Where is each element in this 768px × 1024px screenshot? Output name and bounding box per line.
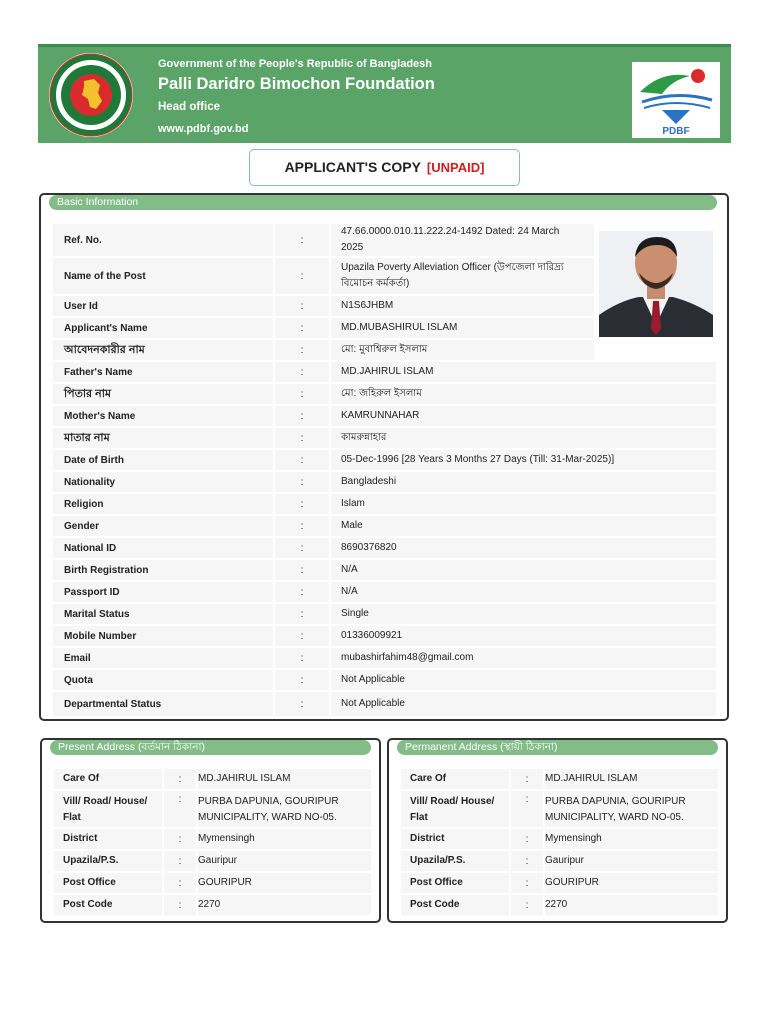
info-value: KAMRUNNAHAR (330, 405, 717, 427)
address-row (400, 894, 719, 916)
address-row (400, 768, 719, 790)
address-row (400, 850, 719, 872)
info-row (52, 339, 717, 361)
address-value: Gauripur (197, 850, 372, 872)
address-value: GOURIPUR (197, 872, 372, 894)
address-label: Care Of (400, 768, 510, 790)
info-separator: : (274, 427, 330, 449)
info-value: MD.JAHIRUL ISLAM (330, 361, 717, 383)
info-separator: : (274, 537, 330, 559)
info-separator: : (274, 361, 330, 383)
info-separator: : (274, 691, 330, 717)
info-separator: : (274, 295, 330, 317)
info-label: Birth Registration (52, 559, 274, 581)
permanent-address-heading: Permanent Address (স্থায়ী ঠিকানা) (397, 740, 718, 755)
address-label: Care Of (53, 768, 163, 790)
address-separator: : (163, 768, 197, 790)
info-row (52, 669, 717, 691)
info-row (52, 295, 717, 317)
permanent-address-panel (387, 738, 728, 923)
address-row (53, 790, 372, 828)
address-value: Mymensingh (544, 828, 719, 850)
address-separator: : (510, 828, 544, 850)
info-separator: : (274, 603, 330, 625)
info-row (52, 581, 717, 603)
address-separator: : (510, 850, 544, 872)
info-label: Gender (52, 515, 274, 537)
info-separator: : (274, 339, 330, 361)
info-row (52, 317, 717, 339)
info-separator: : (274, 405, 330, 427)
info-value: 01336009921 (330, 625, 717, 647)
info-row (52, 361, 717, 383)
address-value: PURBA DAPUNIA, GOURIPUR MUNICIPALITY, WARD NO-05. (197, 790, 372, 828)
address-label: Post Code (53, 894, 163, 916)
government-seal-icon (46, 51, 136, 139)
address-value: PURBA DAPUNIA, GOURIPUR MUNICIPALITY, WARD NO-05. (544, 790, 719, 828)
address-separator: : (510, 790, 544, 828)
info-separator: : (274, 625, 330, 647)
info-label: Father's Name (52, 361, 274, 383)
pdbf-logo-icon (632, 62, 720, 138)
basic-information-panel (39, 193, 729, 721)
address-value: 2270 (544, 894, 719, 916)
info-label: মাতার নাম (52, 427, 274, 449)
present-address-heading: Present Address (বর্তমান ঠিকানা) (50, 740, 371, 755)
address-value: GOURIPUR (544, 872, 719, 894)
info-label: Mobile Number (52, 625, 274, 647)
info-row (52, 427, 717, 449)
government-title: Government of the People's Republic of Bangladesh (158, 58, 432, 70)
info-value: MD.MUBASHIRUL ISLAM (330, 317, 595, 339)
info-value: mubashirfahim48@gmail.com (330, 647, 717, 669)
address-separator: : (510, 768, 544, 790)
info-row (52, 625, 717, 647)
info-label: Quota (52, 669, 274, 691)
info-value: 05-Dec-1996 [28 Years 3 Months 27 Days (Till: 31-Mar-2025)] (330, 449, 717, 471)
info-separator: : (274, 581, 330, 603)
info-label: Departmental Status (52, 691, 274, 717)
info-value: 8690376820 (330, 537, 717, 559)
payment-status-badge: [UNPAID] (426, 160, 485, 175)
info-separator: : (274, 223, 330, 257)
organization-name: Palli Daridro Bimochon Foundation (158, 75, 435, 93)
address-row (53, 828, 372, 850)
info-row (52, 383, 717, 405)
address-label: Vill/ Road/ House/ Flat (400, 790, 510, 828)
address-row (53, 894, 372, 916)
address-separator: : (163, 894, 197, 916)
info-label: Nationality (52, 471, 274, 493)
address-separator: : (163, 790, 197, 828)
info-value: Male (330, 515, 717, 537)
info-value: Upazila Poverty Alleviation Officer (উপজেলা দারিদ্র্য বিমোচন কর্মকর্তা) (330, 257, 595, 295)
info-separator: : (274, 493, 330, 515)
address-value: Mymensingh (197, 828, 372, 850)
info-label: আবেদনকারীর নাম (52, 339, 274, 361)
info-separator: : (274, 257, 330, 295)
info-separator: : (274, 559, 330, 581)
address-value: MD.JAHIRUL ISLAM (544, 768, 719, 790)
info-label: Mother's Name (52, 405, 274, 427)
info-value: Not Applicable (330, 669, 717, 691)
info-value: মো: মুবাশ্বিরুল ইসলাম (330, 339, 595, 361)
basic-information-heading: Basic Information (49, 195, 717, 210)
info-row (52, 449, 717, 471)
info-label: পিতার নাম (52, 383, 274, 405)
address-row (400, 872, 719, 894)
info-row (52, 223, 717, 257)
info-label: National ID (52, 537, 274, 559)
info-label: Name of the Post (52, 257, 274, 295)
info-value: N/A (330, 581, 717, 603)
address-label: Post Office (53, 872, 163, 894)
info-label: Passport ID (52, 581, 274, 603)
info-row (52, 405, 717, 427)
info-value: কামরুন্নাহার (330, 427, 717, 449)
info-label: Applicant's Name (52, 317, 274, 339)
address-row (400, 828, 719, 850)
info-separator: : (274, 669, 330, 691)
address-row (400, 790, 719, 828)
info-label: Marital Status (52, 603, 274, 625)
copy-title: APPLICANT'S COPY (284, 159, 421, 175)
page-header (38, 44, 731, 143)
info-row (52, 691, 717, 717)
info-row (52, 471, 717, 493)
info-label: Date of Birth (52, 449, 274, 471)
address-value: 2270 (197, 894, 372, 916)
address-row (53, 768, 372, 790)
info-row (52, 515, 717, 537)
address-value: Gauripur (544, 850, 719, 872)
info-value: Not Applicable (330, 691, 717, 717)
address-row (53, 850, 372, 872)
info-value: 47.66.0000.010.11.222.24-1492 Dated: 24 March 2025 (330, 223, 595, 257)
address-label: Vill/ Road/ House/ Flat (53, 790, 163, 828)
address-separator: : (510, 894, 544, 916)
info-value: N/A (330, 559, 717, 581)
info-value: মো: জহিরুল ইসলাম (330, 383, 717, 405)
address-separator: : (163, 850, 197, 872)
info-row (52, 493, 717, 515)
info-row (52, 603, 717, 625)
address-separator: : (510, 872, 544, 894)
present-address-panel (40, 738, 381, 923)
pdbf-logo-text: PDBF (662, 126, 690, 137)
address-label: Upazila/P.S. (53, 850, 163, 872)
info-value: Single (330, 603, 717, 625)
info-label: Religion (52, 493, 274, 515)
applicant-copy-banner (249, 149, 520, 186)
info-value: N1S6JHBM (330, 295, 595, 317)
header-text (158, 57, 435, 137)
info-row (52, 647, 717, 669)
info-separator: : (274, 471, 330, 493)
info-separator: : (274, 647, 330, 669)
info-separator: : (274, 449, 330, 471)
info-label: Ref. No. (52, 223, 274, 257)
address-value: MD.JAHIRUL ISLAM (197, 768, 372, 790)
address-label: District (400, 828, 510, 850)
info-label: Email (52, 647, 274, 669)
info-separator: : (274, 317, 330, 339)
info-row (52, 559, 717, 581)
info-separator: : (274, 383, 330, 405)
info-label: User Id (52, 295, 274, 317)
website-link[interactable]: www.pdbf.gov.bd (158, 123, 249, 135)
address-label: Post Office (400, 872, 510, 894)
address-label: Post Code (400, 894, 510, 916)
info-separator: : (274, 515, 330, 537)
address-separator: : (163, 872, 197, 894)
address-row (53, 872, 372, 894)
office-name: Head office (158, 101, 220, 113)
info-value: Bangladeshi (330, 471, 717, 493)
info-value: Islam (330, 493, 717, 515)
info-row (52, 257, 717, 295)
address-label: Upazila/P.S. (400, 850, 510, 872)
info-row (52, 537, 717, 559)
address-label: District (53, 828, 163, 850)
address-separator: : (163, 828, 197, 850)
